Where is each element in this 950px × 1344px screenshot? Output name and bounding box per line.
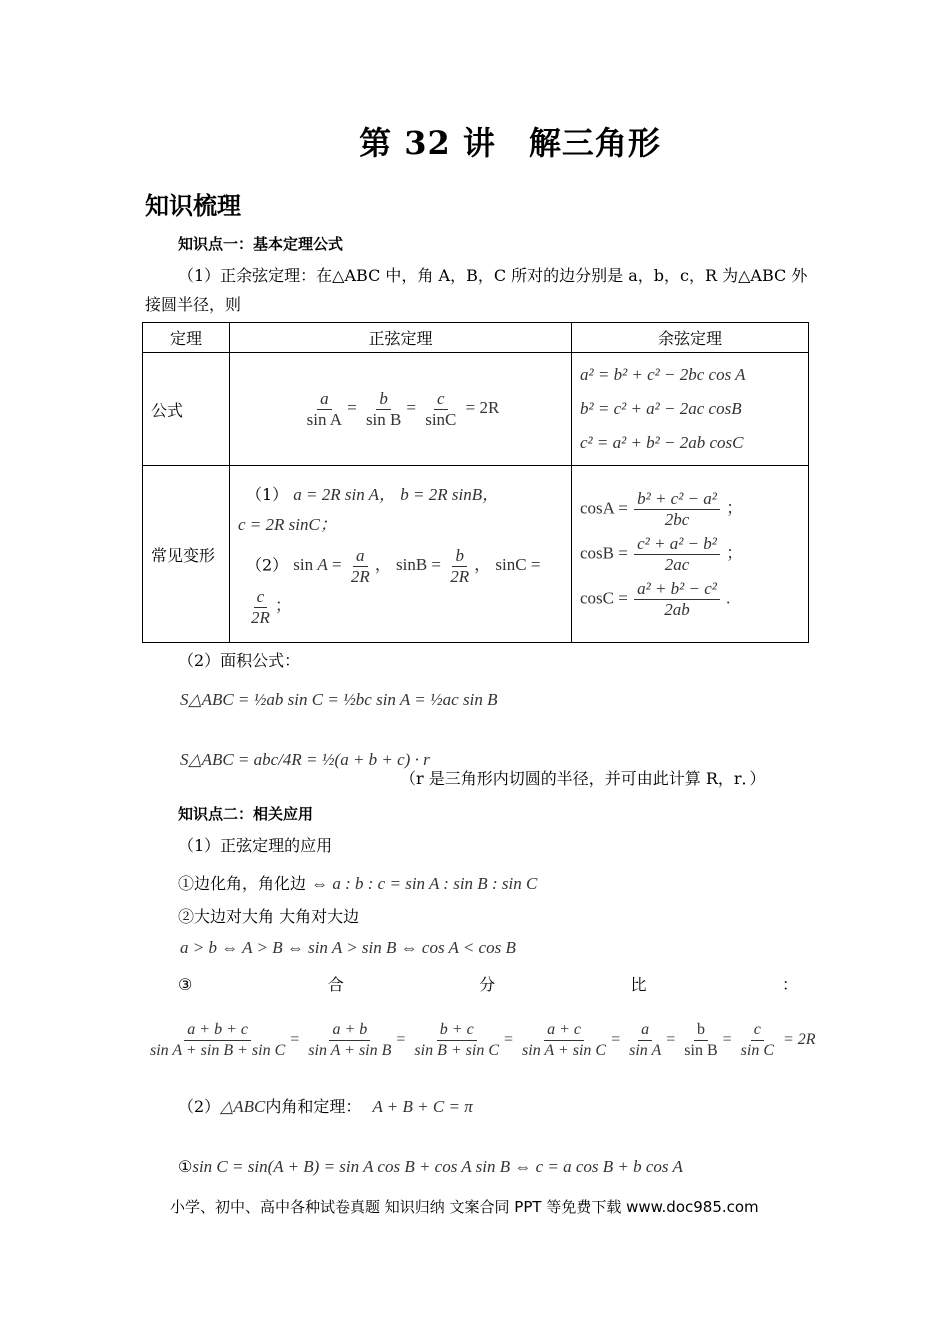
footer: 小学、初中、高中各种试卷真题 知识归纳 文案合同 PPT 等免费下载 www.doc985.com bbox=[170, 1198, 759, 1216]
cosine-formula-a: a² = b² + c² − 2bc cos A bbox=[580, 365, 746, 384]
law-of-cosines-cell bbox=[572, 353, 809, 466]
kp2-item1: （1）正弦定理的应用 bbox=[178, 836, 333, 855]
kp2-item2: （2）△ABC内角和定理： A + B + C = π bbox=[178, 1097, 473, 1116]
sine-variant-1b: c = 2R sinC； bbox=[238, 515, 337, 534]
cosine-variants-cell bbox=[572, 466, 809, 643]
area-note: （r 是三角形内切圆的半径，并可由此计算 R，r．） bbox=[400, 769, 766, 788]
sine-variant-1: a = 2R sin A， b = 2R sinB， bbox=[293, 485, 500, 504]
kp2-c2-math: a > b ⇔ A > B ⇔ sin A > sin B ⇔ cos A < cos B bbox=[180, 938, 516, 957]
sine-variant-2: sin A = $\frac{a}{2R}$ ， sinB = $\frac{b}{2R}$ ， sinC = $\frac{c}{2R}$ ； bbox=[251, 546, 541, 627]
cos-variant-c: cosC = $\frac{\text{a² + b² − c²}}{2ab}$ . bbox=[580, 578, 731, 619]
col-header: 定理 bbox=[143, 323, 230, 353]
sine-variants-cell: （1） a = 2R sin A， b = 2R sinB， c = 2R sinC； （2） sin A = $\frac{a}{2R}$ ， sinB = $\frac{b}{2R}$ ， sinC = $\frac{c}{2R}$ ； bbox=[230, 466, 572, 643]
kp2-c2: ②大边对大角 大角对大边 bbox=[178, 907, 360, 926]
page-title: 第 32 讲 解三角形 bbox=[359, 124, 661, 162]
area-formula-1: S△ABC = ½ab sin C = ½bc sin A = ½ac sin B bbox=[180, 690, 498, 709]
section-heading: 知识梳理 bbox=[145, 191, 241, 220]
cos-variant-b: cosB = $\frac{\text{c² + a² − b²}}{2ac}$ ； bbox=[580, 533, 744, 574]
col-header: 正弦定理 bbox=[230, 323, 572, 353]
area-formula-2: S△ABC = abc/4R = ½(a + b + c) · r bbox=[180, 750, 430, 769]
area-label: （2）面积公式： bbox=[178, 651, 301, 670]
cos-variant-a: cosA = $\frac{\text{b² + c² − a²}}{2bc}$ ； bbox=[580, 488, 744, 529]
cosine-formula-b: b² = c² + a² − 2ac cosB bbox=[580, 399, 742, 418]
cosine-formula-c: c² = a² + b² − 2ab cosC bbox=[580, 433, 744, 452]
kp2-c4: ①sin C = sin(A + B) = sin A cos B + cos A sin B ⇔ c = a cos B + b cos A bbox=[178, 1157, 683, 1176]
row-label-formula: 公式 bbox=[143, 353, 230, 466]
kp2-c1: ①边化角，角化边 ⇔ a : b : c = sin A : sin B : sin C bbox=[178, 874, 538, 893]
kp1-heading: 知识点一：基本定理公式 bbox=[178, 235, 344, 253]
kp2-c3: ③ 合 分 比 ： bbox=[178, 975, 798, 994]
col-header: 余弦定理 bbox=[572, 323, 809, 353]
law-of-sines-formula: $\frac{a}{\text{sin A}}$ = $\frac{b}{\text{sin B}}$ = $\frac{c}{\sin C}$ = 2R bbox=[306, 388, 500, 429]
kp1-intro-2: 接圆半径，则 bbox=[145, 295, 242, 314]
theorem-table bbox=[142, 322, 809, 643]
row-label-variants: 常见变形 bbox=[143, 466, 230, 643]
kp1-intro-1: （1）正余弦定理：在△ABC 中，角 A，B，C 所对的边分别是 a，b，c，R 为△ABC 外 bbox=[178, 266, 808, 285]
kp2-heading: 知识点二：相关应用 bbox=[178, 805, 314, 823]
ratio-formula: $\frac{a + b + c}{\text{sin A + sin B + sin C}}$ = $\frac{a + b}{\text{sin A + sin B}}$ = $\frac{b + c}{\text{sin B + sin C}}$ = $\frac{a + c}{\text{sin A + sin C}}$ = $\frac{a}{\text{sin A}}$ = $\frac{b}{\text{sin B}}$ = $\frac{c}{\text{sin C}}$ = 2R bbox=[150, 1021, 816, 1059]
law-of-sines-cell bbox=[230, 353, 572, 466]
